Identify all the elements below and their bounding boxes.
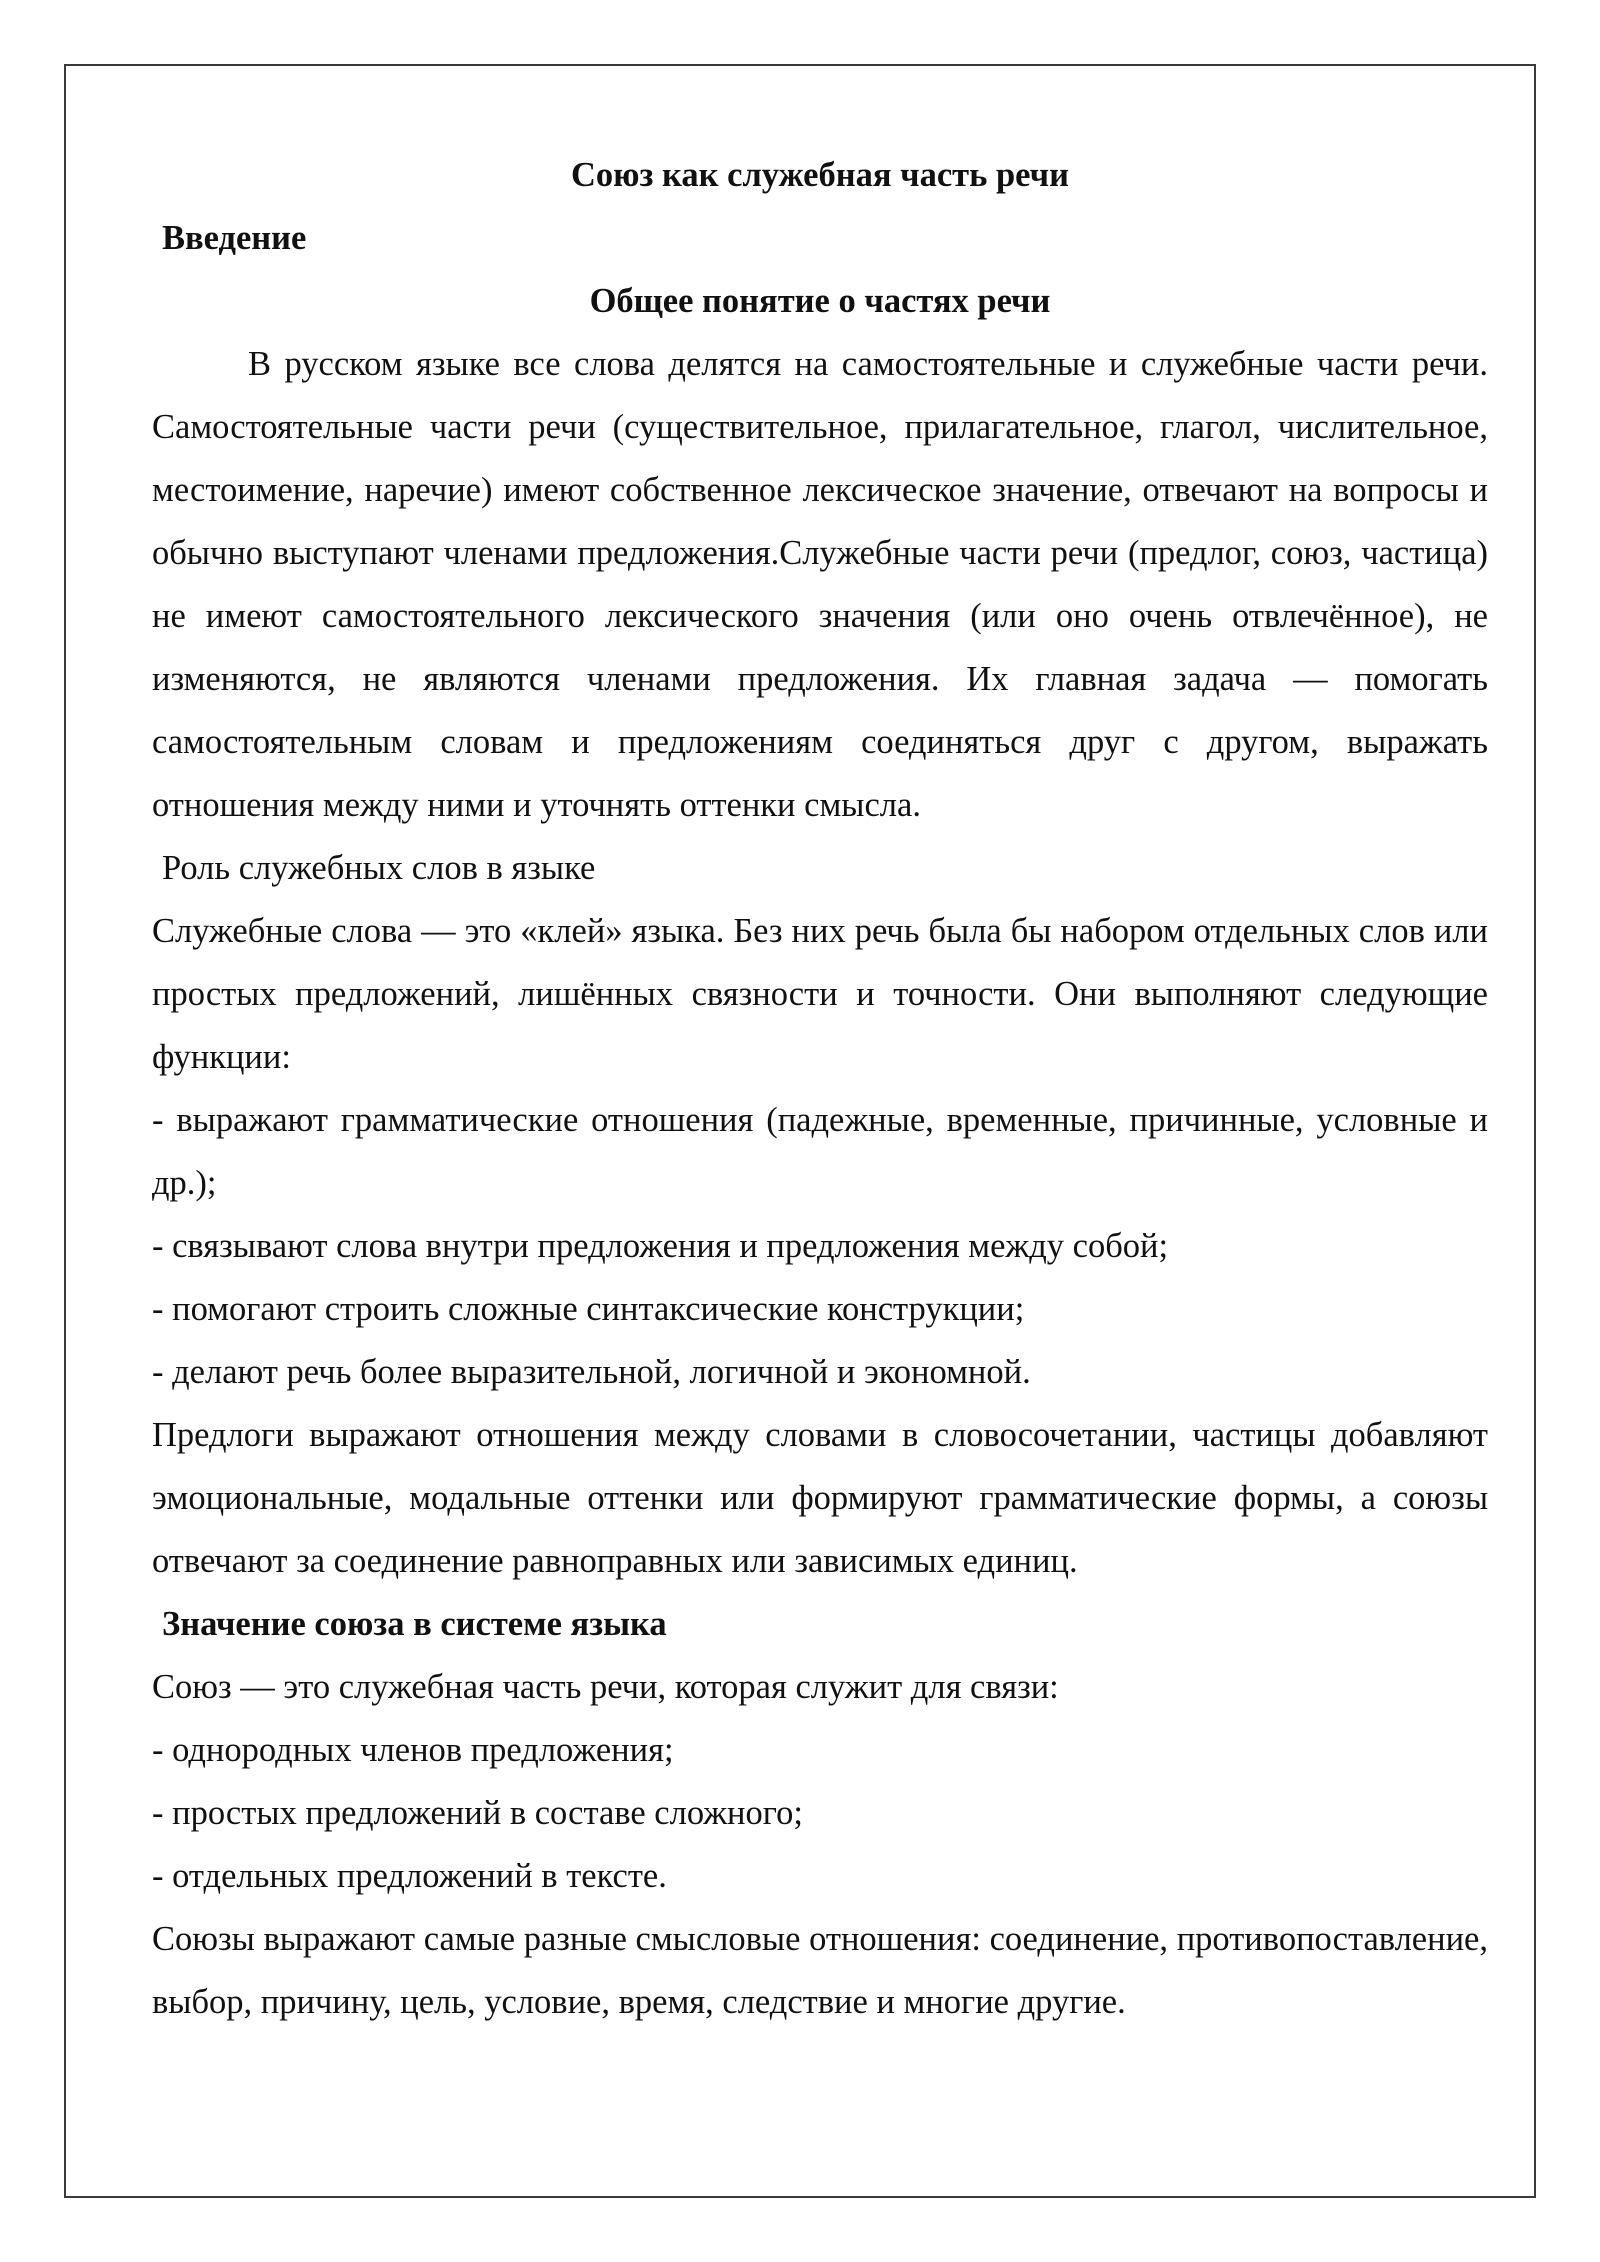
section-heading-function-words-role: Роль служебных слов в языке	[162, 849, 596, 887]
document-title: Союз как служебная часть речи	[571, 156, 1069, 194]
paragraph-prepositions-particles: Предлоги выражают отношения между словами в словосочетании, частицы добавляют эмоциональные, модальные оттенки или формируют грамматические формы, а союзы отвечают за соединение равноправных или зависимых единиц.	[152, 1416, 1488, 1580]
section-heading-conjunction-meaning: Значение союза в системе языка	[162, 1605, 667, 1643]
list-item-function: - делают речь более выразительной, логичной и экономной.	[152, 1353, 1031, 1391]
paragraph-parts-of-speech: В русском языке все слова делятся на самостоятельные и служебные части речи. Самостоятельные части речи (существительное, прилагательное, глагол, числительное, местоимение, наречие) имеют собственное лексическое значение, отвечают на вопросы и обычно выступают членами предложения.Служебные части речи (предлог, союз, частица) не имеют самостоятельного лексического значения (или оно очень отвлечённое), не изменяются, не являются членами предложения. Их главная задача — помогать самостоятельным словам и предложениям соединяться друг с другом, выражать отношения между ними и уточнять оттенки смысла.	[152, 345, 1488, 824]
list-item-connection: - однородных членов предложения;	[152, 1731, 674, 1769]
list-item-function: - выражают грамматические отношения (падежные, временные, причинные, условные и др.);	[152, 1101, 1488, 1202]
list-item-connection: - простых предложений в составе сложного;	[152, 1794, 803, 1832]
list-item-function: - связывают слова внутри предложения и предложения между собой;	[152, 1227, 1169, 1265]
paragraph-semantic-relations: Союзы выражают самые разные смысловые отношения: соединение, противопоставление, выбор, причину, цель, условие, время, следствие и многие другие.	[152, 1920, 1488, 2021]
section-heading-parts-of-speech: Общее понятие о частях речи	[589, 282, 1051, 320]
paragraph-conjunction-definition: Союз — это служебная часть речи, которая служит для связи:	[152, 1668, 1059, 1706]
intro-heading: Введение	[162, 219, 307, 257]
document-body	[152, 144, 1488, 2034]
list-item-connection: - отдельных предложений в тексте.	[152, 1857, 667, 1895]
paragraph-function-words: Служебные слова — это «клей» языка. Без них речь была бы набором отдельных слов или простых предложений, лишённых связности и точности. Они выполняют следующие функции:	[152, 912, 1488, 1076]
list-item-function: - помогают строить сложные синтаксические конструкции;	[152, 1290, 1025, 1328]
